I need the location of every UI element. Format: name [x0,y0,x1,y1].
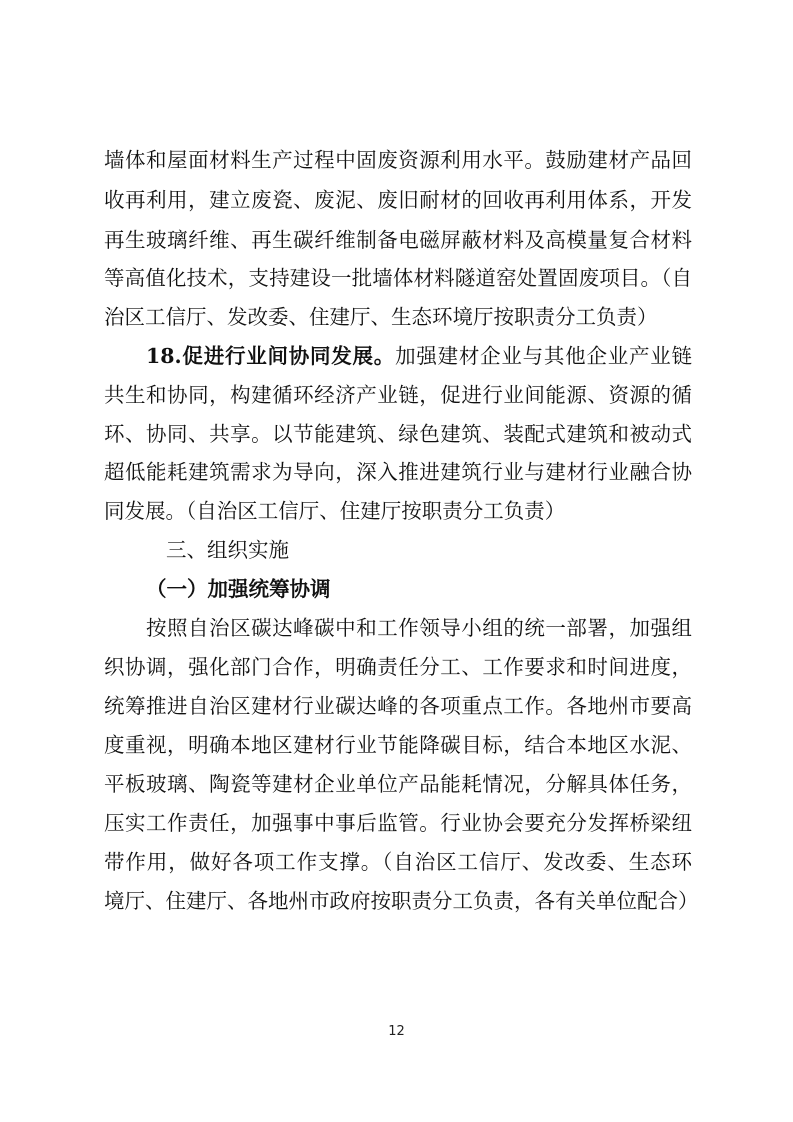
paragraph-line: 织协调，强化部门合作，明确责任分工、工作要求和时间进度， [104,655,692,679]
paragraph-line: 收再利用，建立废瓷、废泥、废旧耐材的回收再利用体系，开发 [104,188,692,212]
paragraph-line: 平板玻璃、陶瓷等建材企业单位产品能耗情况，分解具体任务， [104,772,692,796]
section-18-line [146,342,692,370]
paragraph-line: 统筹推进自治区建材行业碳达峰的各项重点工作。各地州市要高 [104,694,692,718]
paragraph-line: 同发展。（自治区工信厅、住建厅按职责分工负责） [104,499,566,523]
paragraph-line: 共生和协同，构建循环经济产业链，促进行业间能源、资源的循 [104,383,692,407]
section-heading: 三、组织实施 [166,538,289,562]
paragraph-line: 境厅、住建厅、各地州市政府按职责分工负责，各有关单位配合） [104,889,699,913]
paragraph-line: 环、协同、共享。以节能建筑、绿色建筑、装配式建筑和被动式 [104,422,692,446]
paragraph-line: 再生玻璃纤维、再生碳纤维制备电磁屏蔽材料及高模量复合材料 [104,228,692,252]
subsection-heading: （一）加强统筹协调 [146,577,331,601]
paragraph-line: 等高值化技术，支持建设一批墙体材料隧道窑处置固废项目。（自 [104,266,692,290]
page-number: 12 [388,1024,405,1039]
paragraph-line: 压实工作责任，加强事中事后监管。行业协会要充分发挥桥梁纽 [104,811,692,835]
paragraph-line: 治区工信厅、发改委、住建厅、生态环境厅按职责分工负责） [104,305,658,329]
paragraph-line: 带作用，做好各项工作支撑。（自治区工信厅、发改委、生态环 [104,850,692,874]
paragraph-line: 超低能耗建筑需求为导向，深入推进建筑行业与建材行业融合协 [104,460,692,484]
section-18-text: 加强建材企业与其他企业产业链 [395,344,693,368]
section-18-title: 18.促进行业间协同发展。 [146,344,396,368]
paragraph-line: 度重视，明确本地区建材行业节能降碳目标，结合本地区水泥、 [104,733,692,757]
paragraph-line: 墙体和屋面材料生产过程中固废资源利用水平。鼓励建材产品回 [104,148,692,172]
paragraph-line: 按照自治区碳达峰碳中和工作领导小组的统一部署，加强组 [146,616,692,640]
